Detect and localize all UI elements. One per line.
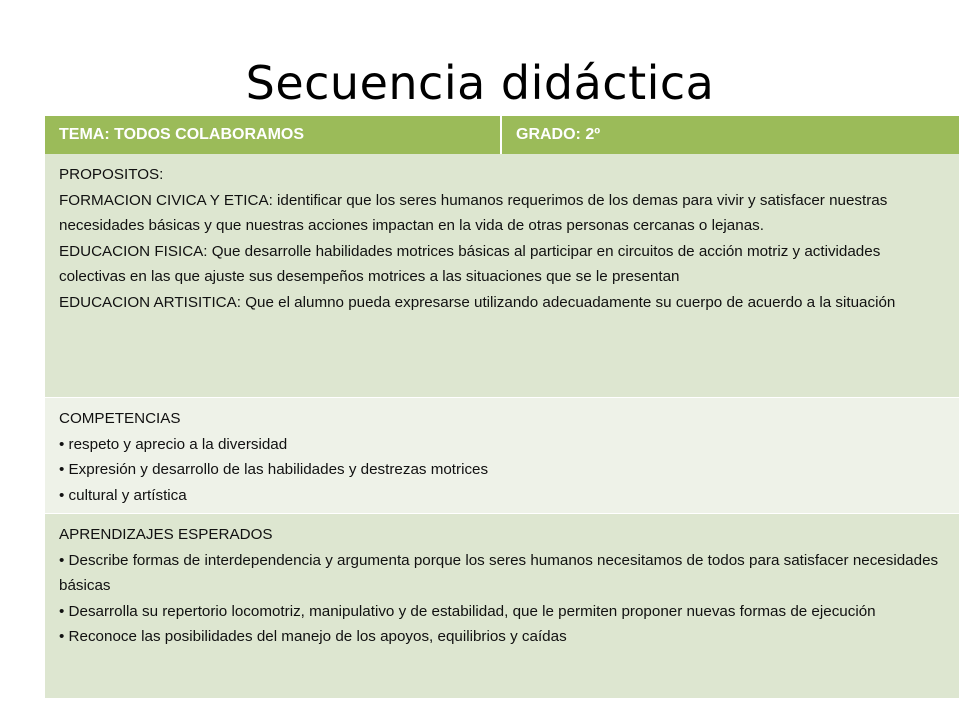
bullet-icon: •: [59, 461, 69, 478]
header-grade: GRADO: 2º: [516, 126, 601, 143]
aprendizaje-text: Describe formas de interdependencia y argumenta porque los seres humanos necesitamos de todos para satisfacer necesidades básicas: [59, 551, 939, 594]
aprendizaje-item: [59, 548, 945, 599]
aprendizaje-item: [59, 624, 945, 650]
competencia-item: [59, 483, 945, 509]
competencia-item: [59, 457, 945, 483]
competencia-text: Expresión y desarrollo de las habilidades y destrezas motrices: [68, 461, 489, 478]
propositos-heading: PROPOSITOS:: [59, 166, 164, 183]
aprendizajes-row: [45, 513, 959, 698]
competencia-text: cultural y artística: [64, 486, 187, 504]
propositos-row: [45, 154, 959, 397]
bullet-icon: •: [59, 486, 65, 504]
header-topic: TEMA: TODOS COLABORAMOS: [45, 116, 502, 154]
competencias-row: [45, 397, 959, 513]
bullet-icon: •: [59, 628, 69, 645]
aprendizaje-text: Reconoce las posibilidades del manejo de los apoyos, equilibrios y caídas: [68, 628, 567, 645]
proposito-fisica: EDUCACION FISICA: Que desarrolle habilidades motrices básicas al participar en circuitos de acción motriz y actividades colectivas en las que ajuste sus desempeños motrices a las situaciones que se le presentan: [59, 242, 881, 285]
bullet-icon: •: [59, 551, 69, 569]
aprendizajes-heading: APRENDIZAJES ESPERADOS: [59, 526, 273, 543]
aprendizaje-item: [59, 599, 945, 625]
proposito-civica: FORMACION CIVICA Y ETICA: identificar que los seres humanos requerimos de los demas para vivir y satisfacer nuestras necesidades básicas y que nuestras acciones impactan en la vida de otras personas cercanas o lejanas.: [59, 191, 888, 234]
table-header-row: [45, 116, 959, 154]
bullet-icon: •: [59, 435, 65, 453]
lesson-table: [45, 116, 959, 698]
aprendizaje-text: Desarrolla su repertorio locomotriz, manipulativo y de estabilidad, que le permiten proponer nuevas formas de ejecución: [68, 602, 876, 620]
competencia-item: [59, 432, 945, 458]
bullet-icon: •: [59, 602, 69, 620]
proposito-artistica: EDUCACION ARTISITICA: Que el alumno pueda expresarse utilizando adecuadamente su cuerpo de acuerdo a la situación: [59, 293, 896, 311]
competencias-heading: COMPETENCIAS: [59, 410, 181, 427]
competencia-text: respeto y aprecio a la diversidad: [64, 435, 288, 453]
slide-title: Secuencia didáctica: [245, 56, 715, 110]
